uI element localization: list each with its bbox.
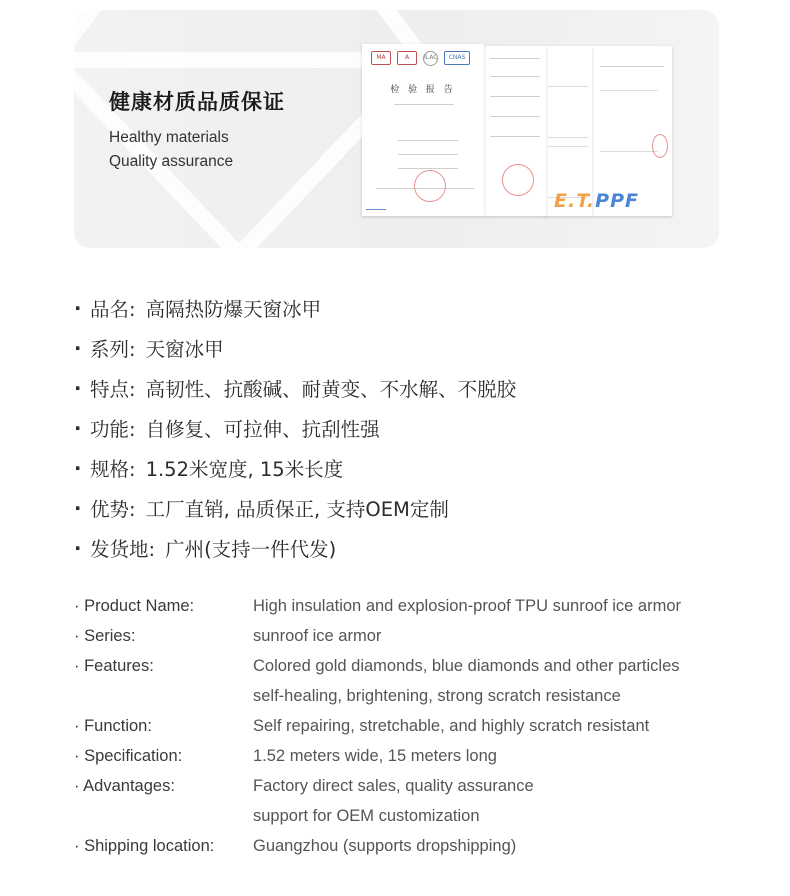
- product-specs-chinese: [74, 288, 516, 568]
- spec-value: Guangzhou (supports dropshipping): [253, 836, 517, 855]
- page-table: [548, 86, 588, 138]
- a-logo-icon: A: [397, 51, 417, 65]
- page-line: [490, 58, 540, 59]
- spec-label: · Advantages:: [74, 776, 175, 795]
- brand-part1: E.T.: [554, 190, 596, 212]
- report-line: [398, 168, 458, 169]
- red-stamp-icon: [502, 164, 534, 196]
- certification-logos: [371, 51, 470, 66]
- spec-value: 天窗冰甲: [145, 338, 224, 361]
- spec-row-specification: [74, 448, 516, 488]
- spec-value: 高隔热防爆天窗冰甲: [145, 298, 322, 321]
- spec-row-features: [74, 368, 516, 408]
- spec-label: 优势:: [90, 498, 136, 521]
- spec-value: High insulation and explosion-proof TPU sunroof ice armor: [253, 596, 682, 615]
- spec-row-product-name: [74, 591, 764, 621]
- page-line: [600, 66, 664, 67]
- spec-label: 功能:: [90, 418, 136, 441]
- ma-logo-icon: MA: [371, 51, 391, 65]
- spec-value: 广州(支持一件代发): [165, 538, 337, 561]
- bullet: ·: [74, 536, 82, 560]
- spec-value: 1.52 meters wide, 15 meters long: [253, 746, 497, 765]
- product-specs-english: [74, 591, 764, 861]
- spec-label: 系列:: [90, 338, 136, 361]
- spec-label: 特点:: [90, 378, 136, 401]
- page-line: [490, 76, 540, 77]
- brand-part2: PPF: [595, 190, 639, 212]
- bullet: ·: [74, 416, 82, 440]
- spec-value: 高韧性、抗酸碱、耐黄变、不水解、不脱胶: [145, 378, 517, 401]
- ilac-logo-icon: ILAC: [423, 51, 438, 66]
- spec-row-series: [74, 328, 516, 368]
- spec-value: 工厂直销, 品质保正, 支持OEM定制: [145, 498, 449, 521]
- quality-banner: [74, 10, 719, 248]
- spec-label: 发货地:: [90, 538, 156, 561]
- bullet: ·: [74, 296, 82, 320]
- spec-row-advantages: [74, 488, 516, 528]
- spec-value: 自修复、可拉伸、抗刮性强: [145, 418, 380, 441]
- spec-row-advantages: [74, 771, 764, 801]
- spec-row-specification: [74, 741, 764, 771]
- spec-label: · Specification:: [74, 746, 183, 765]
- spec-row-shipping: [74, 528, 516, 568]
- spec-row-name: [74, 288, 516, 328]
- page-line: [490, 96, 540, 97]
- banner-subtitle-line1: Healthy materials: [109, 129, 229, 146]
- spec-row-advantages-continued: [74, 801, 764, 831]
- page-line: [490, 136, 540, 137]
- spec-row-shipping-location: [74, 831, 764, 861]
- spec-value: self-healing, brightening, strong scratch resistance: [253, 686, 621, 705]
- spec-label: 规格:: [90, 458, 136, 481]
- spec-row-series: [74, 621, 764, 651]
- report-heading: 检 验 报 告: [390, 85, 456, 95]
- spec-row-function: [74, 408, 516, 448]
- spec-value: sunroof ice armor: [253, 626, 382, 645]
- spec-label: · Product Name:: [74, 596, 195, 615]
- spec-value: Colored gold diamonds, blue diamonds and other particles: [253, 656, 680, 675]
- bullet: ·: [74, 456, 82, 480]
- spec-value: support for OEM customization: [253, 806, 480, 825]
- spec-value: Factory direct sales, quality assurance: [253, 776, 534, 795]
- etppf-logo: [554, 190, 639, 212]
- spec-row-function: [74, 711, 764, 741]
- bullet: ·: [74, 496, 82, 520]
- spec-value: 1.52米宽度, 15米长度: [145, 458, 344, 481]
- red-stamp-icon: [652, 134, 668, 158]
- bullet: ·: [74, 376, 82, 400]
- spec-label: 品名:: [90, 298, 136, 321]
- inspection-report-document: [362, 44, 484, 216]
- red-stamp-icon: [414, 170, 446, 202]
- page-line: [490, 116, 540, 117]
- bullet: ·: [74, 336, 82, 360]
- banner-subtitle-line2: Quality assurance: [109, 153, 234, 170]
- spec-label: · Features:: [74, 656, 154, 675]
- spec-label: · Series:: [74, 626, 136, 645]
- banner-title: 健康材质品质保证: [109, 90, 285, 114]
- spec-label: · Shipping location:: [74, 836, 215, 855]
- spec-row-features: [74, 651, 764, 681]
- spec-value: Self repairing, stretchable, and highly scratch resistant: [253, 716, 650, 735]
- spec-row-features-continued: [74, 681, 764, 711]
- report-line: [398, 140, 458, 141]
- report-footer-logo: [366, 209, 386, 210]
- page-table: [600, 90, 658, 152]
- test-data-page: [484, 46, 546, 216]
- cnas-logo-icon: CNAS: [444, 51, 470, 65]
- report-line: [394, 104, 454, 105]
- spec-label: · Function:: [74, 716, 152, 735]
- report-line: [398, 154, 458, 155]
